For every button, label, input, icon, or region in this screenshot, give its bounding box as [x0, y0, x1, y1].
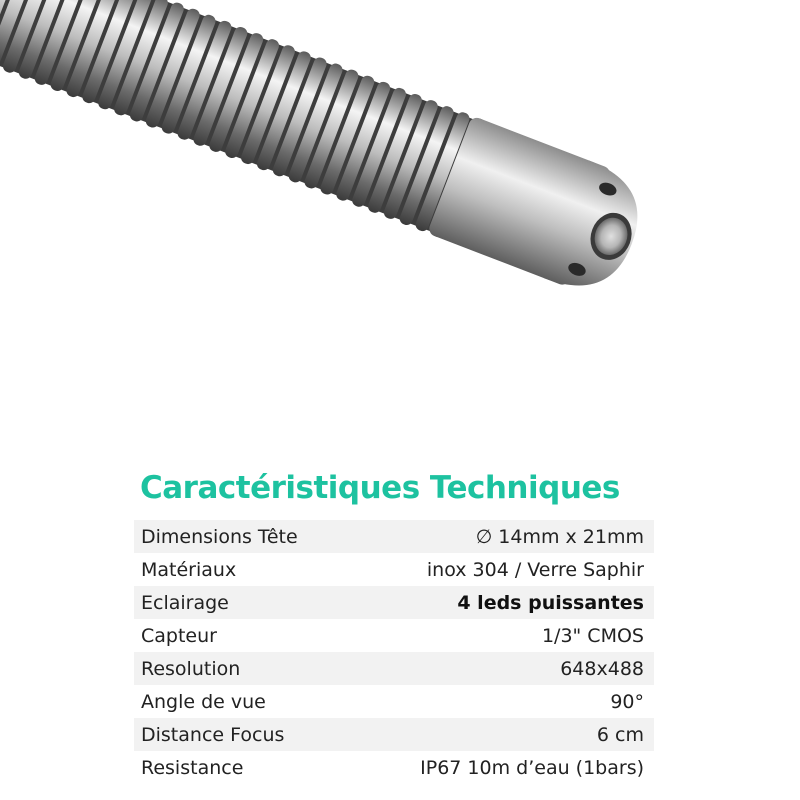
spec-value: IP67 10m d’eau (1bars) — [420, 756, 644, 779]
spec-label: Dimensions Tête — [141, 525, 298, 548]
specs-panel — [134, 470, 654, 784]
spec-label: Distance Focus — [141, 723, 285, 746]
spec-row — [134, 553, 654, 586]
spec-label: Angle de vue — [141, 690, 266, 713]
spec-label: Resolution — [141, 657, 241, 680]
spec-row — [134, 685, 654, 718]
specs-table — [134, 520, 654, 784]
spec-row — [134, 652, 654, 685]
spec-value: ∅ 14mm x 21mm — [475, 525, 644, 548]
spec-value: 648x488 — [560, 657, 644, 680]
spec-label: Resistance — [141, 756, 244, 779]
spec-value: 4 leds puissantes — [457, 591, 644, 614]
spec-label: Eclairage — [141, 591, 229, 614]
spec-row — [134, 751, 654, 784]
spec-row — [134, 619, 654, 652]
spec-row — [134, 520, 654, 553]
spec-value: 6 cm — [596, 723, 644, 746]
spec-row — [134, 586, 654, 619]
spec-value: 90° — [610, 690, 644, 713]
spec-row — [134, 718, 654, 751]
spec-label: Matériaux — [141, 558, 237, 581]
spec-label: Capteur — [141, 624, 217, 647]
spec-value: inox 304 / Verre Saphir — [426, 558, 644, 581]
specs-title: Caractéristiques Techniques — [140, 470, 620, 506]
spec-value: 1/3" CMOS — [541, 624, 644, 647]
